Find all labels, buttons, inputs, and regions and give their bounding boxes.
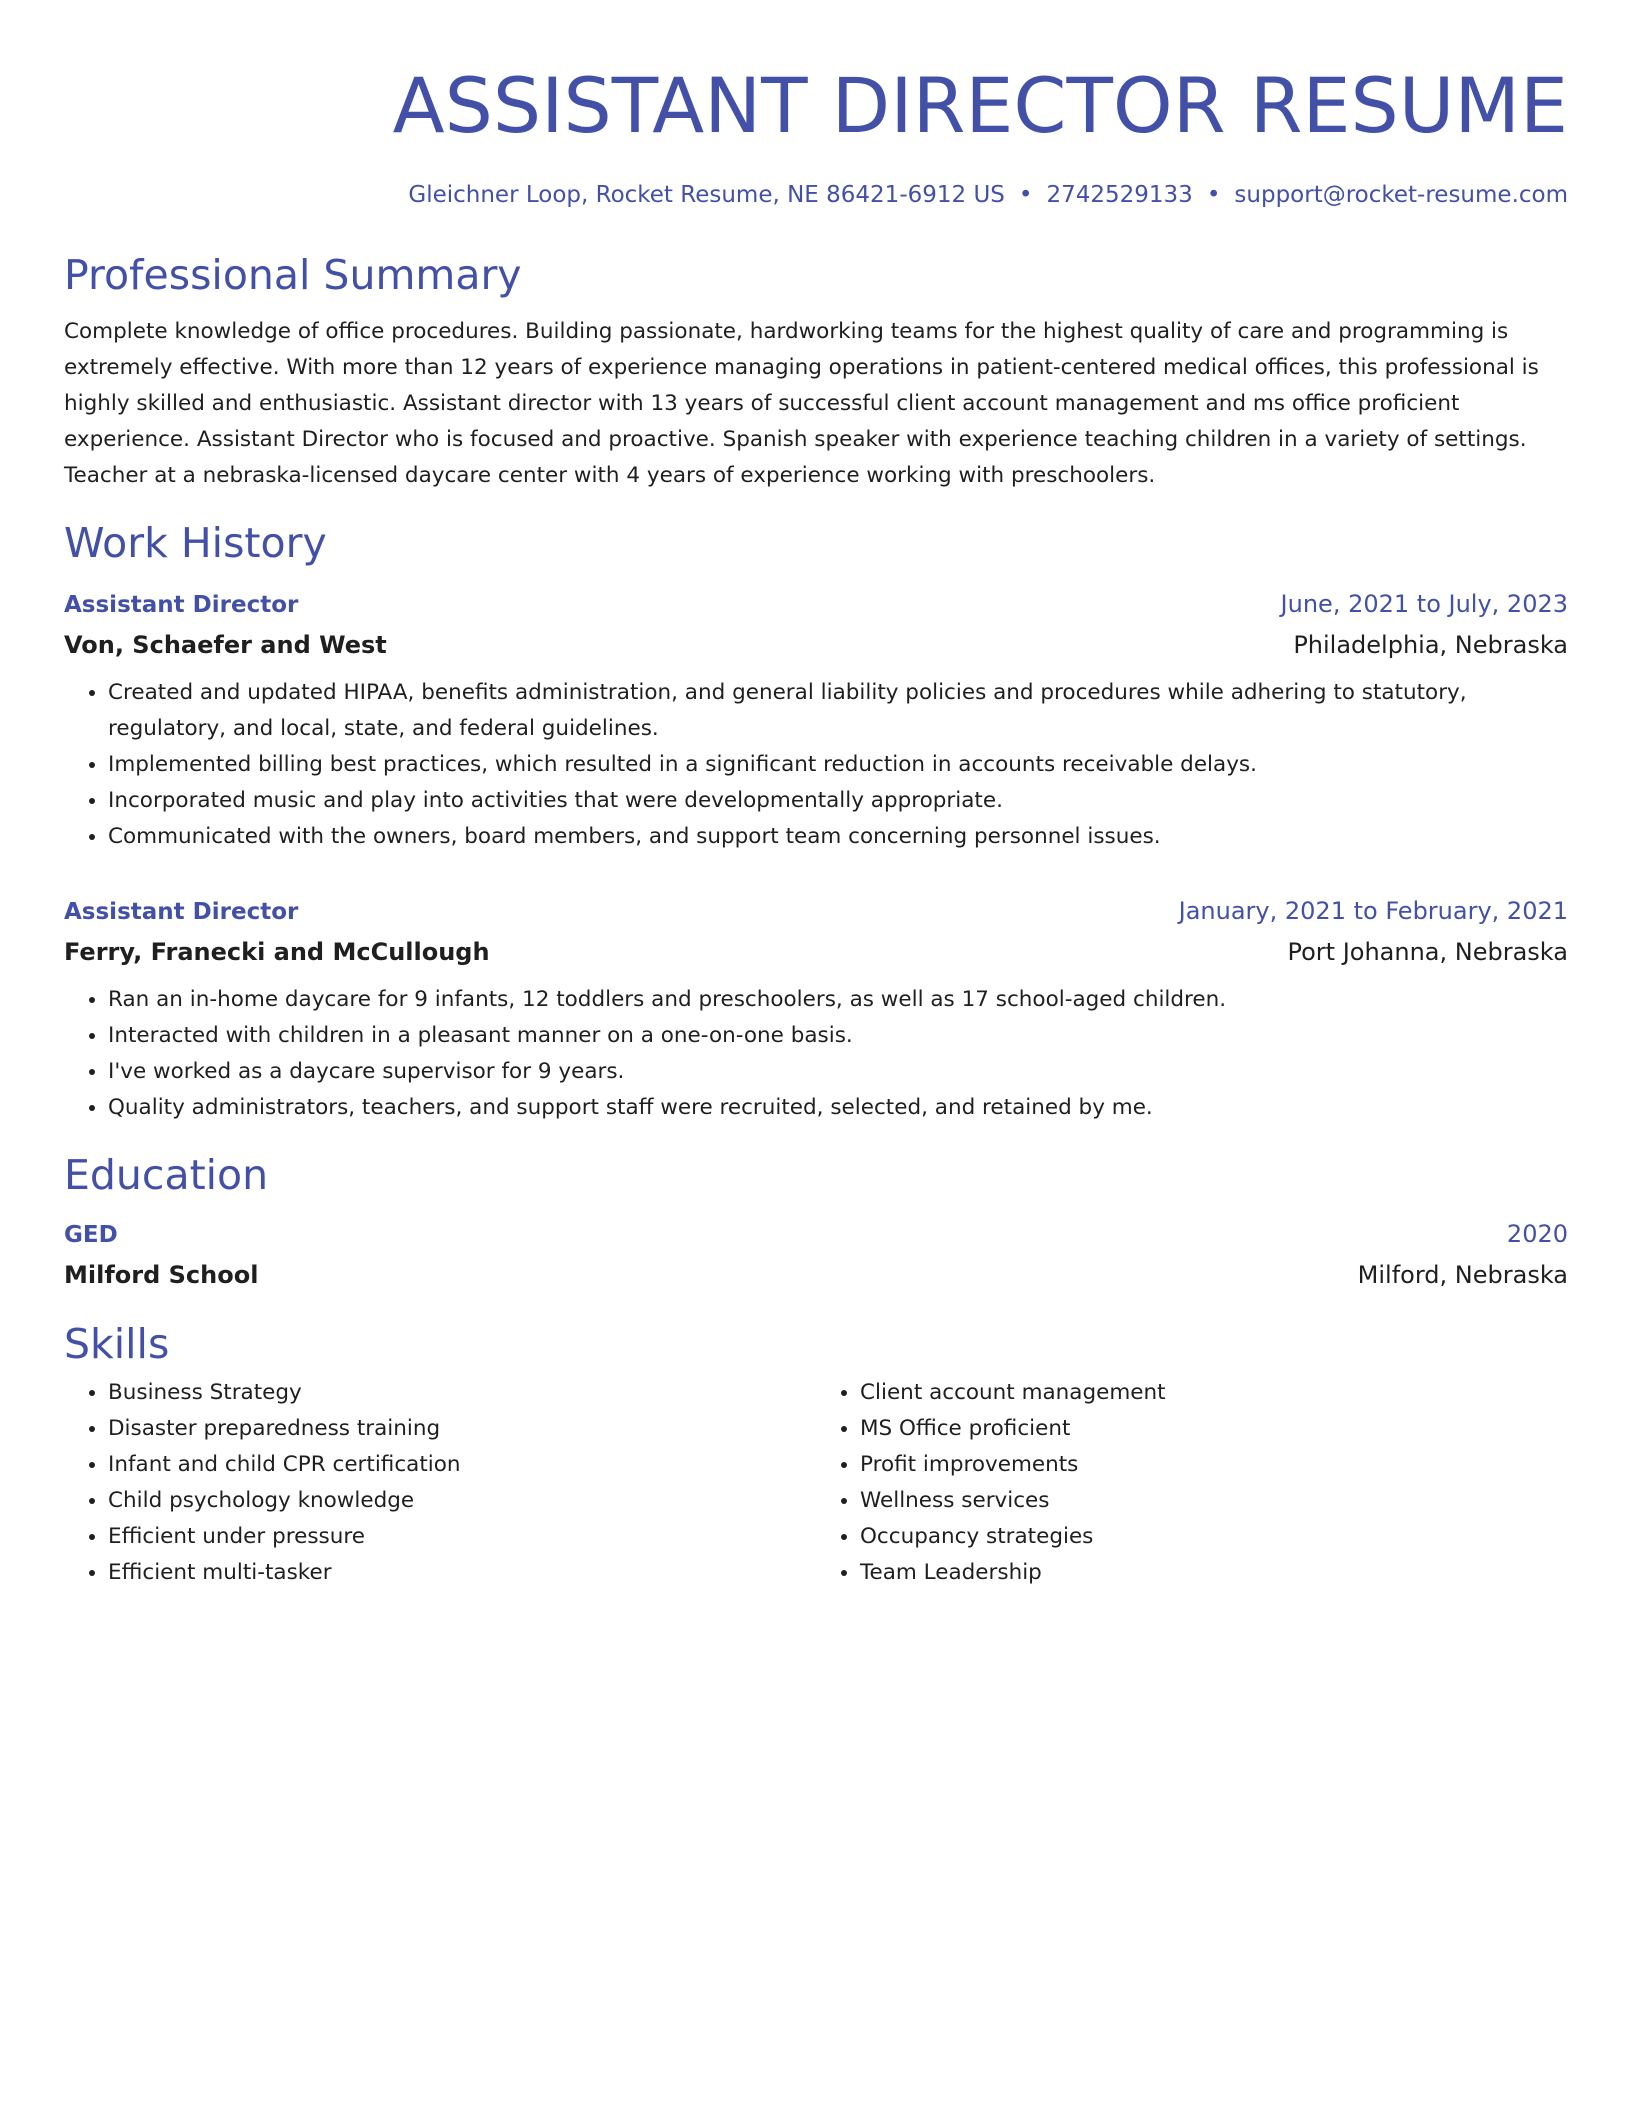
skill-item: • Infant and child CPR certification — [108, 1447, 816, 1483]
skills-column-right — [816, 1375, 1568, 1591]
job-entry — [64, 891, 1568, 1126]
job-bullet: • Created and updated HIPAA, benefits administration, and general liability policies and procedures while adhering to statutory, regulatory, and local, state, and federal guidelines. — [108, 675, 1568, 747]
skill-item: • Efficient under pressure — [108, 1519, 816, 1555]
job-title: Assistant Director — [64, 899, 299, 925]
education-school: Milford School — [64, 1261, 259, 1289]
contact-email: support@rocket-resume.com — [1234, 182, 1568, 208]
skill-item: • Wellness services — [860, 1483, 1568, 1519]
job-bullet: • Implemented billing best practices, which resulted in a significant reduction in accounts receivable delays. — [108, 747, 1568, 783]
summary-text: Complete knowledge of office procedures. Building passionate, hardworking teams for the highest quality of care and programming is extremely effective. With more than 12 years of experience managing operations in patient-centered medical offices, this professional is highly skilled and enthusiastic. Assistant director with 13 years of successful client account management and ms office proficient experience. Assistant Director who is focused and proactive. Spanish speaker with experience teaching children in a variety of settings. Teacher at a nebraska-licensed daycare center with 4 years of experience working with preschoolers. — [64, 319, 1539, 488]
job-bullet: • Communicated with the owners, board members, and support team concerning personnel issues. — [108, 819, 1568, 855]
contact-address: Gleichner Loop, Rocket Resume, NE 86421-6912 US — [408, 182, 1005, 208]
education-degree: GED — [64, 1222, 118, 1248]
skill-item: • Profit improvements — [860, 1447, 1568, 1483]
job-location: Port Johanna, Nebraska — [1287, 938, 1568, 966]
job-title: Assistant Director — [64, 592, 299, 618]
job-bullet: • Quality administrators, teachers, and support staff were recruited, selected, and retained by me. — [108, 1090, 1568, 1126]
skill-item: • Occupancy strategies — [860, 1519, 1568, 1555]
job-bullet: • Incorporated music and play into activities that were developmentally appropriate. — [108, 783, 1568, 819]
skill-item: • Efficient multi-tasker — [108, 1555, 816, 1591]
education-year: 2020 — [1506, 1220, 1568, 1248]
job-bullet: • Interacted with children in a pleasant manner on a one-on-one basis. — [108, 1018, 1568, 1054]
education-location: Milford, Nebraska — [1357, 1261, 1568, 1289]
job-dates: June, 2021 to July, 2023 — [1280, 590, 1568, 618]
job-entry — [64, 584, 1568, 855]
contact-phone: 2742529133 — [1046, 182, 1193, 208]
skill-item: • Child psychology knowledge — [108, 1483, 816, 1519]
skills-grid — [64, 1375, 1568, 1591]
contact-line — [64, 180, 1568, 210]
job-employer: Ferry, Franecki and McCullough — [64, 938, 490, 966]
contact-separator: • — [1018, 182, 1033, 208]
skill-item: • MS Office proficient — [860, 1411, 1568, 1447]
skill-item: • Client account management — [860, 1375, 1568, 1411]
education-heading: Education — [64, 1151, 269, 1199]
education-entry — [64, 1214, 1568, 1295]
skills-column-left — [64, 1375, 816, 1591]
job-employer: Von, Schaefer and West — [64, 631, 387, 659]
skill-item: • Business Strategy — [108, 1375, 816, 1411]
job-bullets — [64, 982, 1568, 1126]
contact-separator: • — [1206, 182, 1221, 208]
job-dates: January, 2021 to February, 2021 — [1178, 897, 1568, 925]
skills-heading: Skills — [64, 1320, 170, 1368]
job-bullet: • I've worked as a daycare supervisor for 9 years. — [108, 1054, 1568, 1090]
job-location: Philadelphia, Nebraska — [1293, 631, 1568, 659]
resume-name: ASSISTANT DIRECTOR RESUME — [392, 61, 1568, 150]
job-bullet: • Ran an in-home daycare for 9 infants, 12 toddlers and preschoolers, as well as 17 school-aged children. — [108, 982, 1568, 1018]
work-history-heading: Work History — [64, 519, 327, 567]
skill-item: • Team Leadership — [860, 1555, 1568, 1591]
summary-heading: Professional Summary — [64, 251, 522, 299]
skill-item: • Disaster preparedness training — [108, 1411, 816, 1447]
resume-header — [64, 56, 1568, 210]
job-bullets — [64, 675, 1568, 855]
